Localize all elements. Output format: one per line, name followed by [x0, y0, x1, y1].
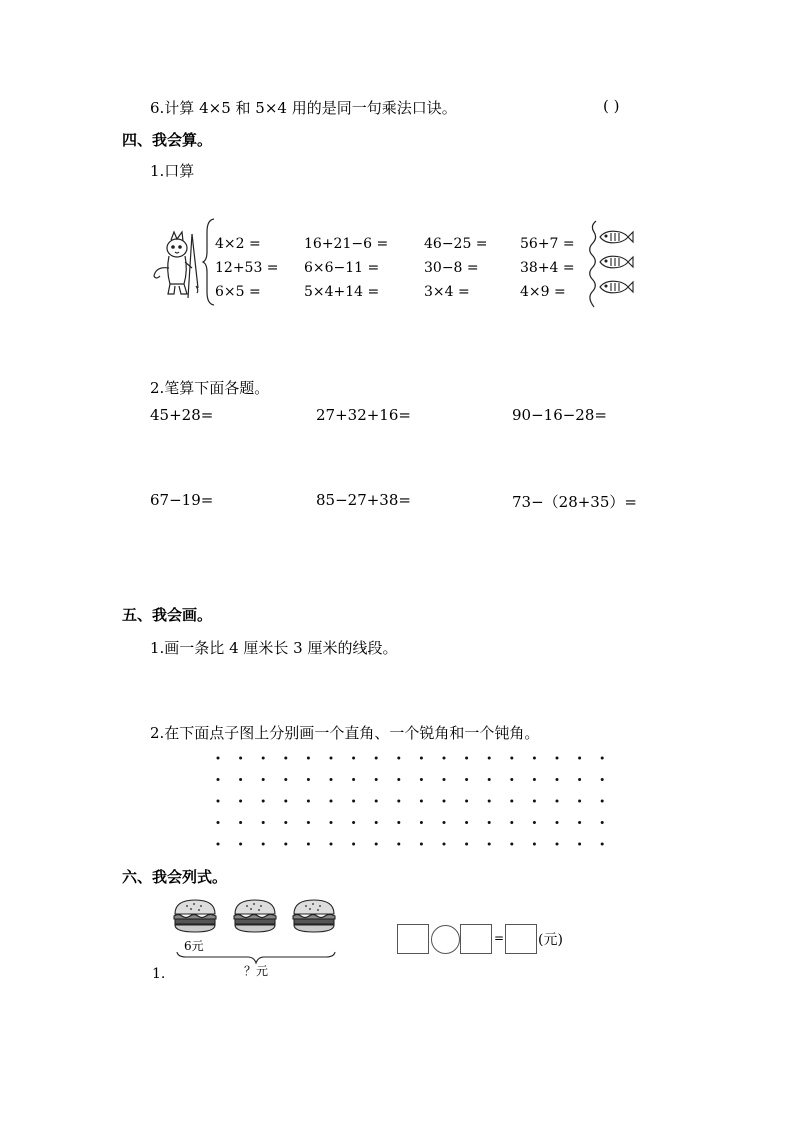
q6-statement: 6.计算 4×5 和 5×4 用的是同一句乘法口诀。 — [150, 99, 457, 117]
grid-dot[interactable] — [443, 800, 446, 803]
grid-dot[interactable] — [488, 757, 491, 760]
grid-dot[interactable] — [420, 843, 423, 846]
grid-dot[interactable] — [420, 821, 423, 824]
question-number: 1. — [152, 966, 166, 982]
grid-dot[interactable] — [556, 843, 559, 846]
answer-box-1[interactable] — [397, 924, 429, 954]
grid-dot[interactable] — [488, 843, 491, 846]
oral-problem: 5×4+14 = — [304, 284, 380, 300]
grid-dot[interactable] — [262, 843, 265, 846]
grid-dot[interactable] — [578, 800, 581, 803]
grid-dot[interactable] — [488, 778, 491, 781]
grid-dot[interactable] — [397, 800, 400, 803]
cat-fishing-icon — [146, 228, 206, 303]
grid-dot[interactable] — [217, 800, 220, 803]
grid-dot[interactable] — [284, 843, 287, 846]
oral-problem: 38+4 = — [520, 260, 575, 276]
grid-dot[interactable] — [601, 821, 604, 824]
oral-calc-title: 1.口算 — [150, 162, 195, 180]
grid-dot[interactable] — [533, 843, 536, 846]
draw-question-1: 1.画一条比 4 厘米长 3 厘米的线段。 — [150, 639, 398, 657]
equals-sign: = — [494, 931, 505, 945]
grid-dot[interactable] — [307, 778, 310, 781]
grid-dot[interactable] — [330, 800, 333, 803]
grid-dot[interactable] — [420, 757, 423, 760]
grid-dot[interactable] — [510, 757, 513, 760]
oral-col-4 — [520, 232, 575, 304]
grid-dot[interactable] — [443, 821, 446, 824]
grid-dot[interactable] — [397, 778, 400, 781]
grid-dot[interactable] — [239, 800, 242, 803]
grid-dot[interactable] — [284, 757, 287, 760]
oral-problem: 16+21−6 = — [304, 236, 389, 252]
grid-dot[interactable] — [307, 821, 310, 824]
grid-dot[interactable] — [578, 843, 581, 846]
oral-problem: 6×5 = — [215, 284, 261, 300]
grid-dot[interactable] — [533, 778, 536, 781]
grid-dot[interactable] — [397, 843, 400, 846]
oral-problem: 30−8 = — [424, 260, 479, 276]
grid-dot[interactable] — [375, 778, 378, 781]
grid-dot[interactable] — [533, 800, 536, 803]
grid-dot[interactable] — [556, 821, 559, 824]
grid-dot[interactable] — [239, 778, 242, 781]
operator-circle[interactable] — [431, 925, 460, 954]
grid-dot[interactable] — [601, 800, 604, 803]
grid-dot[interactable] — [352, 821, 355, 824]
oral-problem: 46−25 = — [424, 236, 488, 252]
grid-dot[interactable] — [510, 800, 513, 803]
dot-grid[interactable] — [210, 752, 610, 852]
grid-dot[interactable] — [262, 821, 265, 824]
grid-dot[interactable] — [397, 821, 400, 824]
grid-dot[interactable] — [352, 800, 355, 803]
grid-dot[interactable] — [217, 821, 220, 824]
draw-question-2: 2.在下面点子图上分别画一个直角、一个锐角和一个钝角。 — [150, 724, 540, 742]
grid-dot[interactable] — [443, 843, 446, 846]
grid-dot[interactable] — [262, 778, 265, 781]
grid-dot[interactable] — [420, 800, 423, 803]
grid-dot[interactable] — [510, 821, 513, 824]
oral-problem: 3×4 = — [424, 284, 470, 300]
hamburger-icon — [232, 898, 278, 934]
oral-col-1 — [215, 232, 279, 304]
grid-dot[interactable] — [352, 757, 355, 760]
section-6-title: 六、我会列式。 — [122, 868, 228, 886]
grid-dot[interactable] — [533, 821, 536, 824]
fish-icon — [598, 254, 634, 270]
grid-dot[interactable] — [307, 800, 310, 803]
grid-dot[interactable] — [488, 821, 491, 824]
grid-dot[interactable] — [307, 757, 310, 760]
grid-dot[interactable] — [284, 800, 287, 803]
grid-dot[interactable] — [556, 757, 559, 760]
grid-dot[interactable] — [556, 778, 559, 781]
grid-dot[interactable] — [443, 778, 446, 781]
grid-dot[interactable] — [262, 800, 265, 803]
grid-dot[interactable] — [239, 821, 242, 824]
grid-dot[interactable] — [375, 757, 378, 760]
written-calc-title: 2.笔算下面各题。 — [150, 379, 270, 397]
grid-dot[interactable] — [465, 843, 468, 846]
oral-problem: 12+53 = — [215, 260, 279, 276]
grid-dot[interactable] — [330, 778, 333, 781]
grid-dot[interactable] — [330, 757, 333, 760]
fish-icon — [598, 279, 634, 295]
total-label: ？元 — [244, 964, 269, 978]
section-4-title: 四、我会算。 — [122, 131, 213, 149]
grid-dot[interactable] — [533, 757, 536, 760]
grid-dot[interactable] — [217, 757, 220, 760]
price-label: 6元 — [184, 939, 204, 953]
grid-dot[interactable] — [601, 778, 604, 781]
grid-dot[interactable] — [352, 778, 355, 781]
oral-problem: 4×2 = — [215, 236, 261, 252]
grid-dot[interactable] — [284, 778, 287, 781]
written-problem: 45+28= — [150, 406, 214, 424]
oral-problem: 56+7 = — [520, 236, 575, 252]
grid-dot[interactable] — [330, 821, 333, 824]
grid-dot[interactable] — [284, 821, 287, 824]
grid-dot[interactable] — [375, 843, 378, 846]
grid-dot[interactable] — [262, 757, 265, 760]
oral-col-3 — [424, 232, 488, 304]
grid-dot[interactable] — [330, 843, 333, 846]
section-5-title: 五、我会画。 — [122, 606, 213, 624]
grid-dot[interactable] — [217, 778, 220, 781]
grid-dot[interactable] — [397, 757, 400, 760]
written-problem: 73−（28+35）= — [512, 493, 637, 511]
grid-dot[interactable] — [578, 778, 581, 781]
fish-icon — [598, 229, 634, 245]
grid-dot[interactable] — [375, 821, 378, 824]
written-problem: 67−19= — [150, 491, 214, 509]
oral-problem: 4×9 = — [520, 284, 566, 300]
grid-dot[interactable] — [307, 843, 310, 846]
grid-dot[interactable] — [510, 843, 513, 846]
grid-dot[interactable] — [239, 843, 242, 846]
grid-dot[interactable] — [601, 757, 604, 760]
answer-box-2[interactable] — [460, 924, 492, 954]
grid-dot[interactable] — [601, 843, 604, 846]
unit-label: (元) — [538, 932, 563, 948]
grid-dot[interactable] — [239, 757, 242, 760]
grid-dot[interactable] — [352, 843, 355, 846]
oral-col-2 — [304, 232, 388, 304]
grid-dot[interactable] — [443, 757, 446, 760]
grid-dot[interactable] — [510, 778, 513, 781]
answer-box-result[interactable] — [505, 924, 537, 954]
hamburger-icon — [291, 898, 337, 934]
grid-dot[interactable] — [465, 757, 468, 760]
written-problem: 27+32+16= — [316, 406, 411, 424]
hamburger-icon — [172, 898, 218, 934]
left-brace — [202, 218, 216, 306]
grid-dot[interactable] — [465, 821, 468, 824]
written-problem: 90−16−28= — [512, 406, 607, 424]
written-problem: 85−27+38= — [316, 491, 411, 509]
grid-dot[interactable] — [488, 800, 491, 803]
grid-dot[interactable] — [375, 800, 378, 803]
grid-dot[interactable] — [465, 800, 468, 803]
grid-dot[interactable] — [465, 778, 468, 781]
answer-paren[interactable]: ( ) — [603, 97, 620, 115]
grid-dot[interactable] — [578, 757, 581, 760]
grid-dot[interactable] — [556, 800, 559, 803]
grid-dot[interactable] — [217, 843, 220, 846]
grid-dot[interactable] — [578, 821, 581, 824]
grid-dot[interactable] — [420, 778, 423, 781]
oral-problem: 6×6−11 = — [304, 260, 380, 276]
